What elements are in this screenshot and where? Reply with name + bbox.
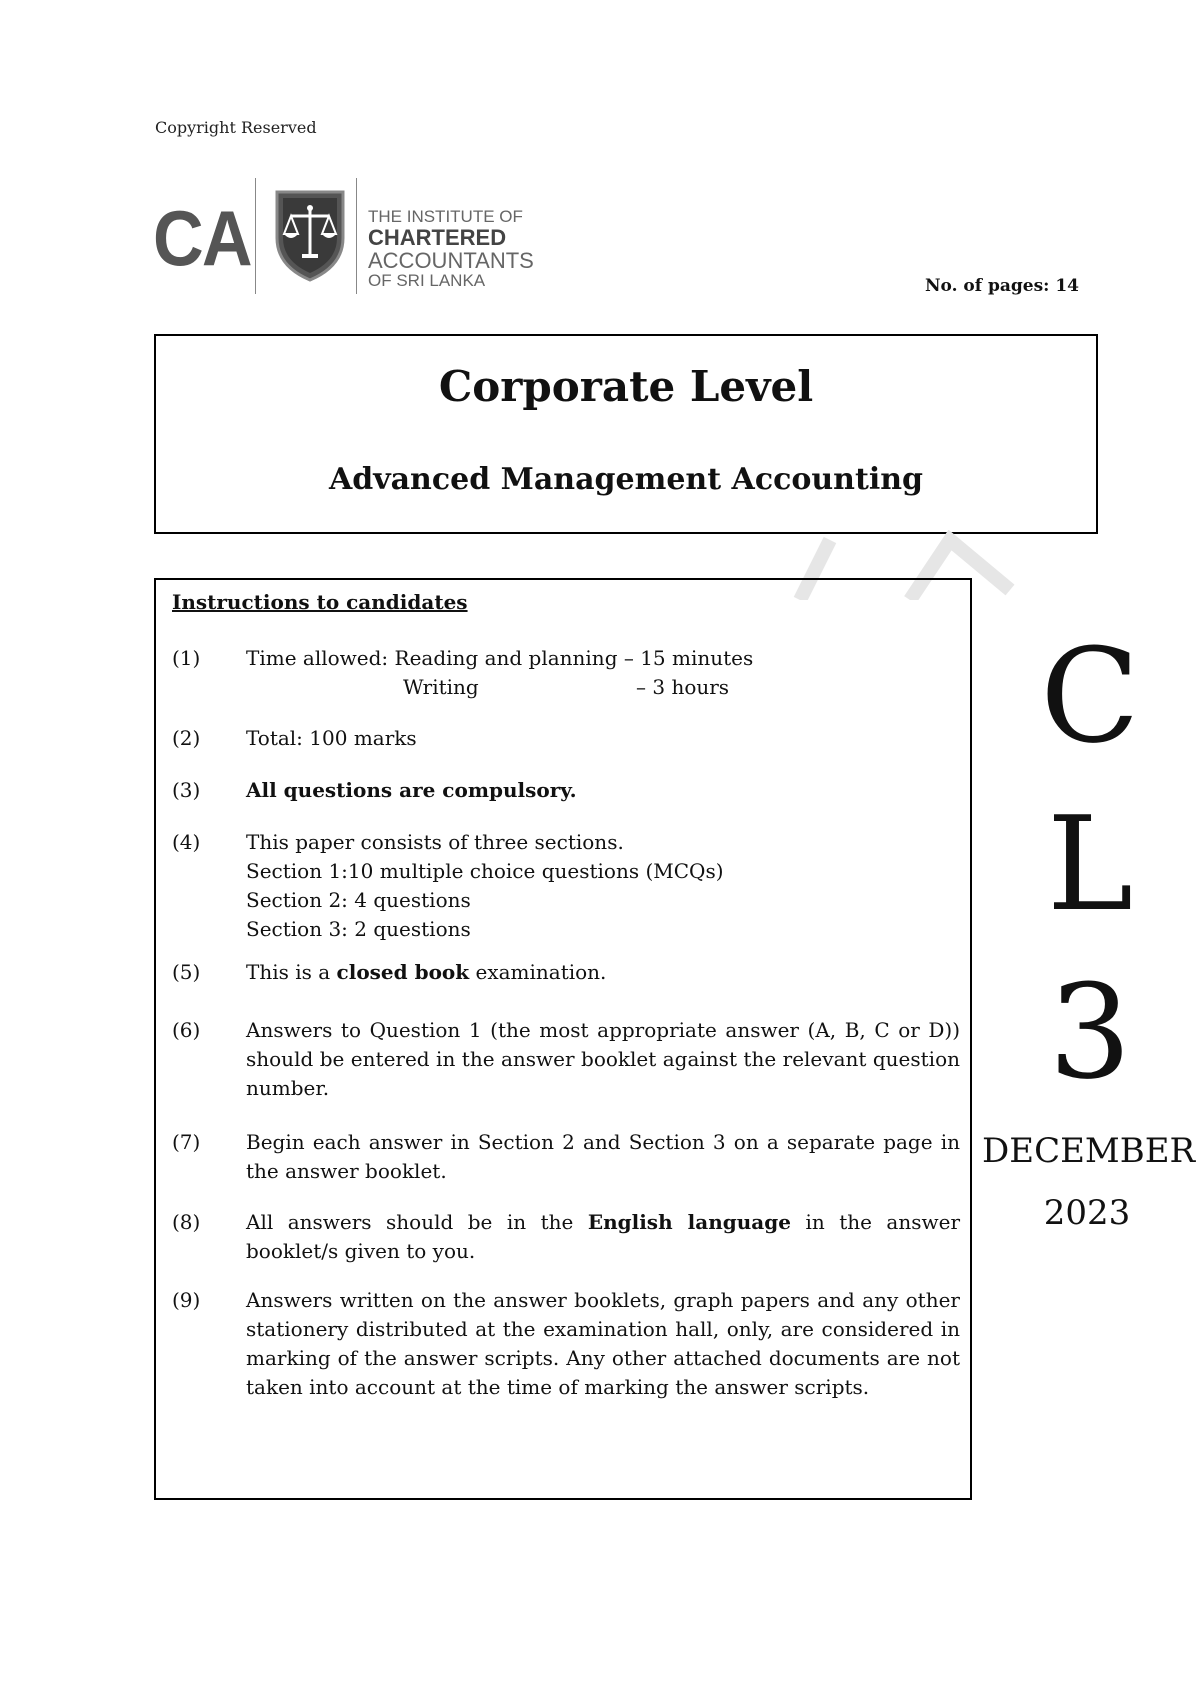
exam-month: DECEMBER [982, 1131, 1196, 1171]
time-writing-value: – 3 hours [636, 675, 730, 699]
institute-name-chartered: CHARTERED [368, 224, 507, 250]
institute-name [368, 208, 633, 290]
item-number: (7) [172, 1130, 201, 1154]
institute-name-line3: OF SRI LANKA [368, 271, 486, 291]
sections-intro: This paper consists of three sections. [246, 830, 624, 854]
item-number: (4) [172, 830, 201, 854]
instructions-heading: Instructions to candidates [172, 590, 468, 614]
text-part: This is a [246, 960, 337, 984]
time-writing-label: Writing [403, 675, 479, 699]
item-number: (1) [172, 646, 201, 670]
exam-year: 2023 [1043, 1193, 1131, 1233]
text-bold: English language [587, 1210, 791, 1234]
item-text [246, 828, 960, 944]
logo-divider [356, 178, 357, 294]
institute-logo [153, 178, 633, 294]
item-number: (6) [172, 1018, 201, 1042]
time-reading: Time allowed: Reading and planning – 15 minutes [246, 646, 754, 670]
ca-logo-mark: CA [153, 194, 251, 282]
text-part: examination. [469, 960, 607, 984]
item-text: All questions are compulsory. [246, 778, 577, 802]
subject-title: Advanced Management Accounting [328, 462, 924, 497]
item-text: Begin each answer in Section 2 and Section 3 on a separate page in the answer booklet. [246, 1130, 960, 1183]
text-bold: closed book [336, 960, 470, 984]
section-3: Section 3: 2 questions [246, 917, 471, 941]
item-number: (8) [172, 1210, 201, 1234]
instructions-box [154, 578, 972, 1500]
item-text [246, 1208, 960, 1266]
paper-code-letter: L [1046, 788, 1134, 940]
paper-code-letter: 3 [1048, 956, 1132, 1108]
item-text: Answers to Question 1 (the most appropriate answer (A, B, C or D)) should be entered in the answer booklet against the relevant question number. [246, 1018, 960, 1100]
institute-name-line1: THE INSTITUTE OF [368, 207, 523, 226]
copyright-notice: Copyright Reserved [155, 118, 317, 137]
item-number: (3) [172, 778, 201, 802]
item-number: (2) [172, 726, 201, 750]
section-1: Section 1:10 multiple choice questions (MCQs) [246, 859, 724, 883]
institute-name-accountants: ACCOUNTANTS [368, 247, 534, 273]
paper-code-letter: C [1040, 620, 1140, 772]
level-title: Corporate Level [438, 362, 814, 411]
institute-name-line2 [368, 226, 633, 272]
scales-shield-icon [271, 186, 349, 284]
item-text: Answers written on the answer booklets, graph papers and any other stationery distributed at the examination hall, only, are considered in marking of the answer scripts. Any other attached documents are not taken into account at the time of marking the answer scripts. [246, 1288, 960, 1399]
paper-code [1040, 612, 1140, 1116]
section-2: Section 2: 4 questions [246, 888, 471, 912]
item-number: (9) [172, 1288, 201, 1312]
item-text [246, 958, 960, 987]
exam-date [982, 1120, 1196, 1244]
text-part: All answers should be in the [246, 1210, 588, 1234]
item-text [246, 644, 960, 702]
item-number: (5) [172, 960, 201, 984]
page-count: No. of pages: 14 [925, 276, 1080, 296]
item-text: Total: 100 marks [246, 726, 417, 750]
title-box [154, 334, 1098, 534]
logo-divider [255, 178, 256, 294]
text-part: in the answer booklet/s given to you. [246, 1210, 961, 1263]
